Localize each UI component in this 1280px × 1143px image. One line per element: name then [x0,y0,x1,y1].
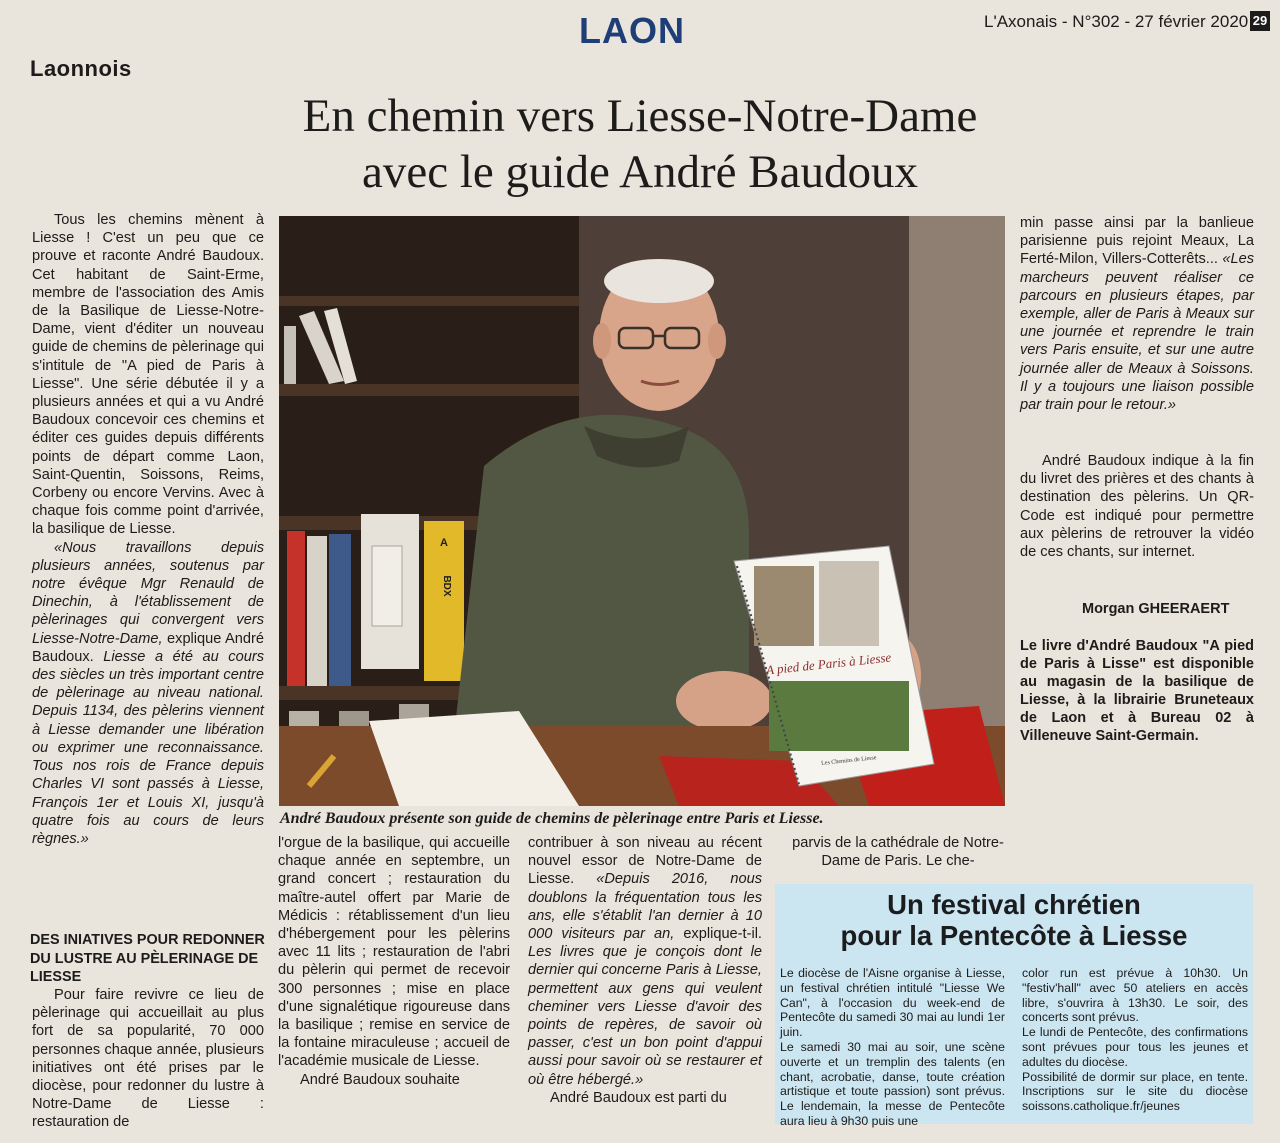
festival-title-line-2: pour la Pentecôte à Liesse [840,920,1188,951]
festival-p4: Le lundi de Pentecôte, des confirmations sont prévues pour tous les jeunes et adultes du diocèse. [1022,1025,1248,1069]
issue-info: L'Axonais - N°302 - 27 février 2020 [984,12,1249,31]
festival-col-right [1022,966,1248,1114]
festival-p3: color run est prévue à 10h30. Un "festiv'hall" avec 50 ateliers en accès libre, s'ouvrira à 13h30. Le soir, des concerts sont prévus. [1022,966,1248,1025]
festival-title-line-1: Un festival chrétien [887,889,1141,920]
photo-caption: André Baudoux présente son guide de chemins de pèlerinage entre Paris et Liesse. [280,810,824,827]
article-col-3 [528,834,762,1107]
quote-2b: Les livres que je conçois dont le dernier qui concerne Paris à Liesse, permettent aux gens qui veulent cheminer vers Liesse d'avoir des points de repères, de savoir où passer, c'est un bon point d'appui aussi pour savoir où se restaurer et où être hébergé.» [528,944,762,1088]
festival-p1: Le diocèse de l'Aisne organise à Liesse, un festival chrétien intitulé "Liesse We Can", à l'occasion du week-end de Pentecôte du samedi 30 mai au lundi 1er juin. [780,966,1005,1040]
headline [100,88,1180,200]
headline-line-1: En chemin vers Liesse-Notre-Dame [302,90,978,142]
book-title: A pied de Paris à Liesse [765,649,892,678]
book-info: Le livre d'André Baudoux "A pied de Paris à Lisse" est disponible au magasin de la basilique de Liesse, à la librairie Bruneteaux de Laon et à Bureau 02 à Villeneuve Saint-Germain. [1020,638,1254,744]
headline-line-2: avec le guide André Baudoux [362,146,918,198]
quote-1b: Liesse a été au cours des siècles un très important centre de pèlerinage au niveau national. Depuis 1134, des pèlerins viennent à Liesse demander une libération ou exprimer une reconnaissance. Tous nos rois de France depuis Charles VI sont passés à Liesse, François 1er et Louis XI, jusqu'à quatre fois au cours de leurs règnes.» [32,648,264,847]
paragraph-restorations: l'orgue de la basilique, qui accueille chaque année en septembre, un grand concert ; restauration du maître-autel offert par Marie de Médicis : rétablissement d'un lieu d'hébergement pour les pèlerins avec 11 lits ; restauration de l'abri du pèlerin qui permet de recevoir 300 personnes ; mise en place d'une signalétique rigoureuse dans la basilique ; remise en service de la fontaine miraculeuse ; accueil de l'académie musicale de Liesse. [278,835,510,1070]
subheading: DES INIATIVES POUR REDONNER DU LUSTRE AU PÈLERINAGE DE LIESSE [30,932,265,985]
festival-p5: Possibilité de dormir sur place, en tente. Inscriptions sur le site du diocèse soissons.catholique.fr/jeunes [1022,1069,1248,1114]
article-col-4-second [1020,452,1254,561]
article-col-1 [32,211,264,848]
festival-title [775,889,1253,951]
article-col-5 [778,834,1018,870]
intro-paragraph: Tous les chemins mènent à Liesse ! C'est un peu que ce prouve et raconte André Baudoux. Cet habitant de Saint-Erme, membre de l'association des Amis de la Basilique de Liesse-Notre-Dame, vient d'éditer un nouveau guide de chemins de pèlerinage qui s'intitule de "A pied de Paris à Liesse". Une série débutée il y a plusieurs années et qui a vu André Baudoux concevoir ces chemins et éditer ces guides depuis différents points de départ comme Laon, Saint-Quentin, Soissons, Reims, Corbeny ou encore Vervins. Avec à chaque fois comme point d'arrivée, la basilique de Liesse. [32,212,264,538]
book-footer: Les Chemins de Liesse [820,755,877,767]
article-col-2 [278,834,510,1089]
quote-1: «Nous travaillons depuis plusieurs années, soutenus par notre évêque Mgr Renauld de Dinechin, à l'établissement de pèlerinages qui convergent vers Liesse-Notre-Dame, [32,539,264,647]
quote-3: «Les marcheurs peuvent réaliser ce parcours en plusieurs étapes, par exemple, aller de Paris à Meaux sur une journée et reprendre le train vers Paris ensuite, et sur une autre journée aller de Meaux à Soissons. Il y a toujours une liaison possible par train pour le retour.» [1020,251,1254,414]
paragraph-parvis: parvis de la cathédrale de Notre-Dame de Paris. Le che- [792,835,1004,870]
attribution-1: explique André Baudoux. [32,630,264,665]
col4-text: min passe ainsi par la banlieue parisienne puis rejoint Meaux, La Ferté-Milon, Villers-Cotterêts... [1020,215,1254,268]
festival-p2: Le samedi 30 mai au soir, une scène ouverte et un tremplin des talents (en chant, acrobatie, danse, toute création artistique et toute passion) sont prévus. Le lendemain, la messe de Pentecôte aura lieu à 9h30 puis une [780,1039,1005,1128]
quote-2: «Depuis 2016, nous doublons la fréquentation tous les ans, elle s'établit l'an dernier à 10 000 visiteurs par an, [528,871,762,943]
paragraph-qr: André Baudoux indique à la fin du livret des prières et des chants à destination des pèlerins. Un QR-Code est indiqué pour permettre aux pèlerins de retrouver la vidéo de ces chants, sur internet. [1020,453,1254,561]
col3-text: contribuer à son niveau au récent nouvel essor de Notre-Dame de Liesse. [528,835,762,888]
binder-label-a: A [440,537,448,549]
binder-label-bdx: BDX [441,575,452,597]
rubric-label: Laonnois [30,56,132,81]
paragraph-parti: André Baudoux est parti du [550,1089,727,1106]
festival-col-left [780,966,1005,1129]
byline: Morgan GHEERAERT [1082,601,1230,617]
article-col-4 [1020,214,1254,414]
paragraph-initiatives: Pour faire revivre ce lieu de pèlerinage qui accueillait au plus fort de sa popularité, 70 000 personnes chaque année, plusieurs initiatives ont été prises par le diocèse, pour redonner du lustre à Notre-Dame de Liesse : restauration de [32,987,264,1131]
binder-red [287,531,305,686]
paragraph-souhaite: André Baudoux souhaite [300,1071,460,1088]
attribution-2: explique-t-il. [683,926,762,943]
page-number: 29 [1250,11,1270,31]
article-col-1-end [32,986,264,1132]
article-photo [279,216,1005,806]
section-title: LAON [579,10,685,51]
